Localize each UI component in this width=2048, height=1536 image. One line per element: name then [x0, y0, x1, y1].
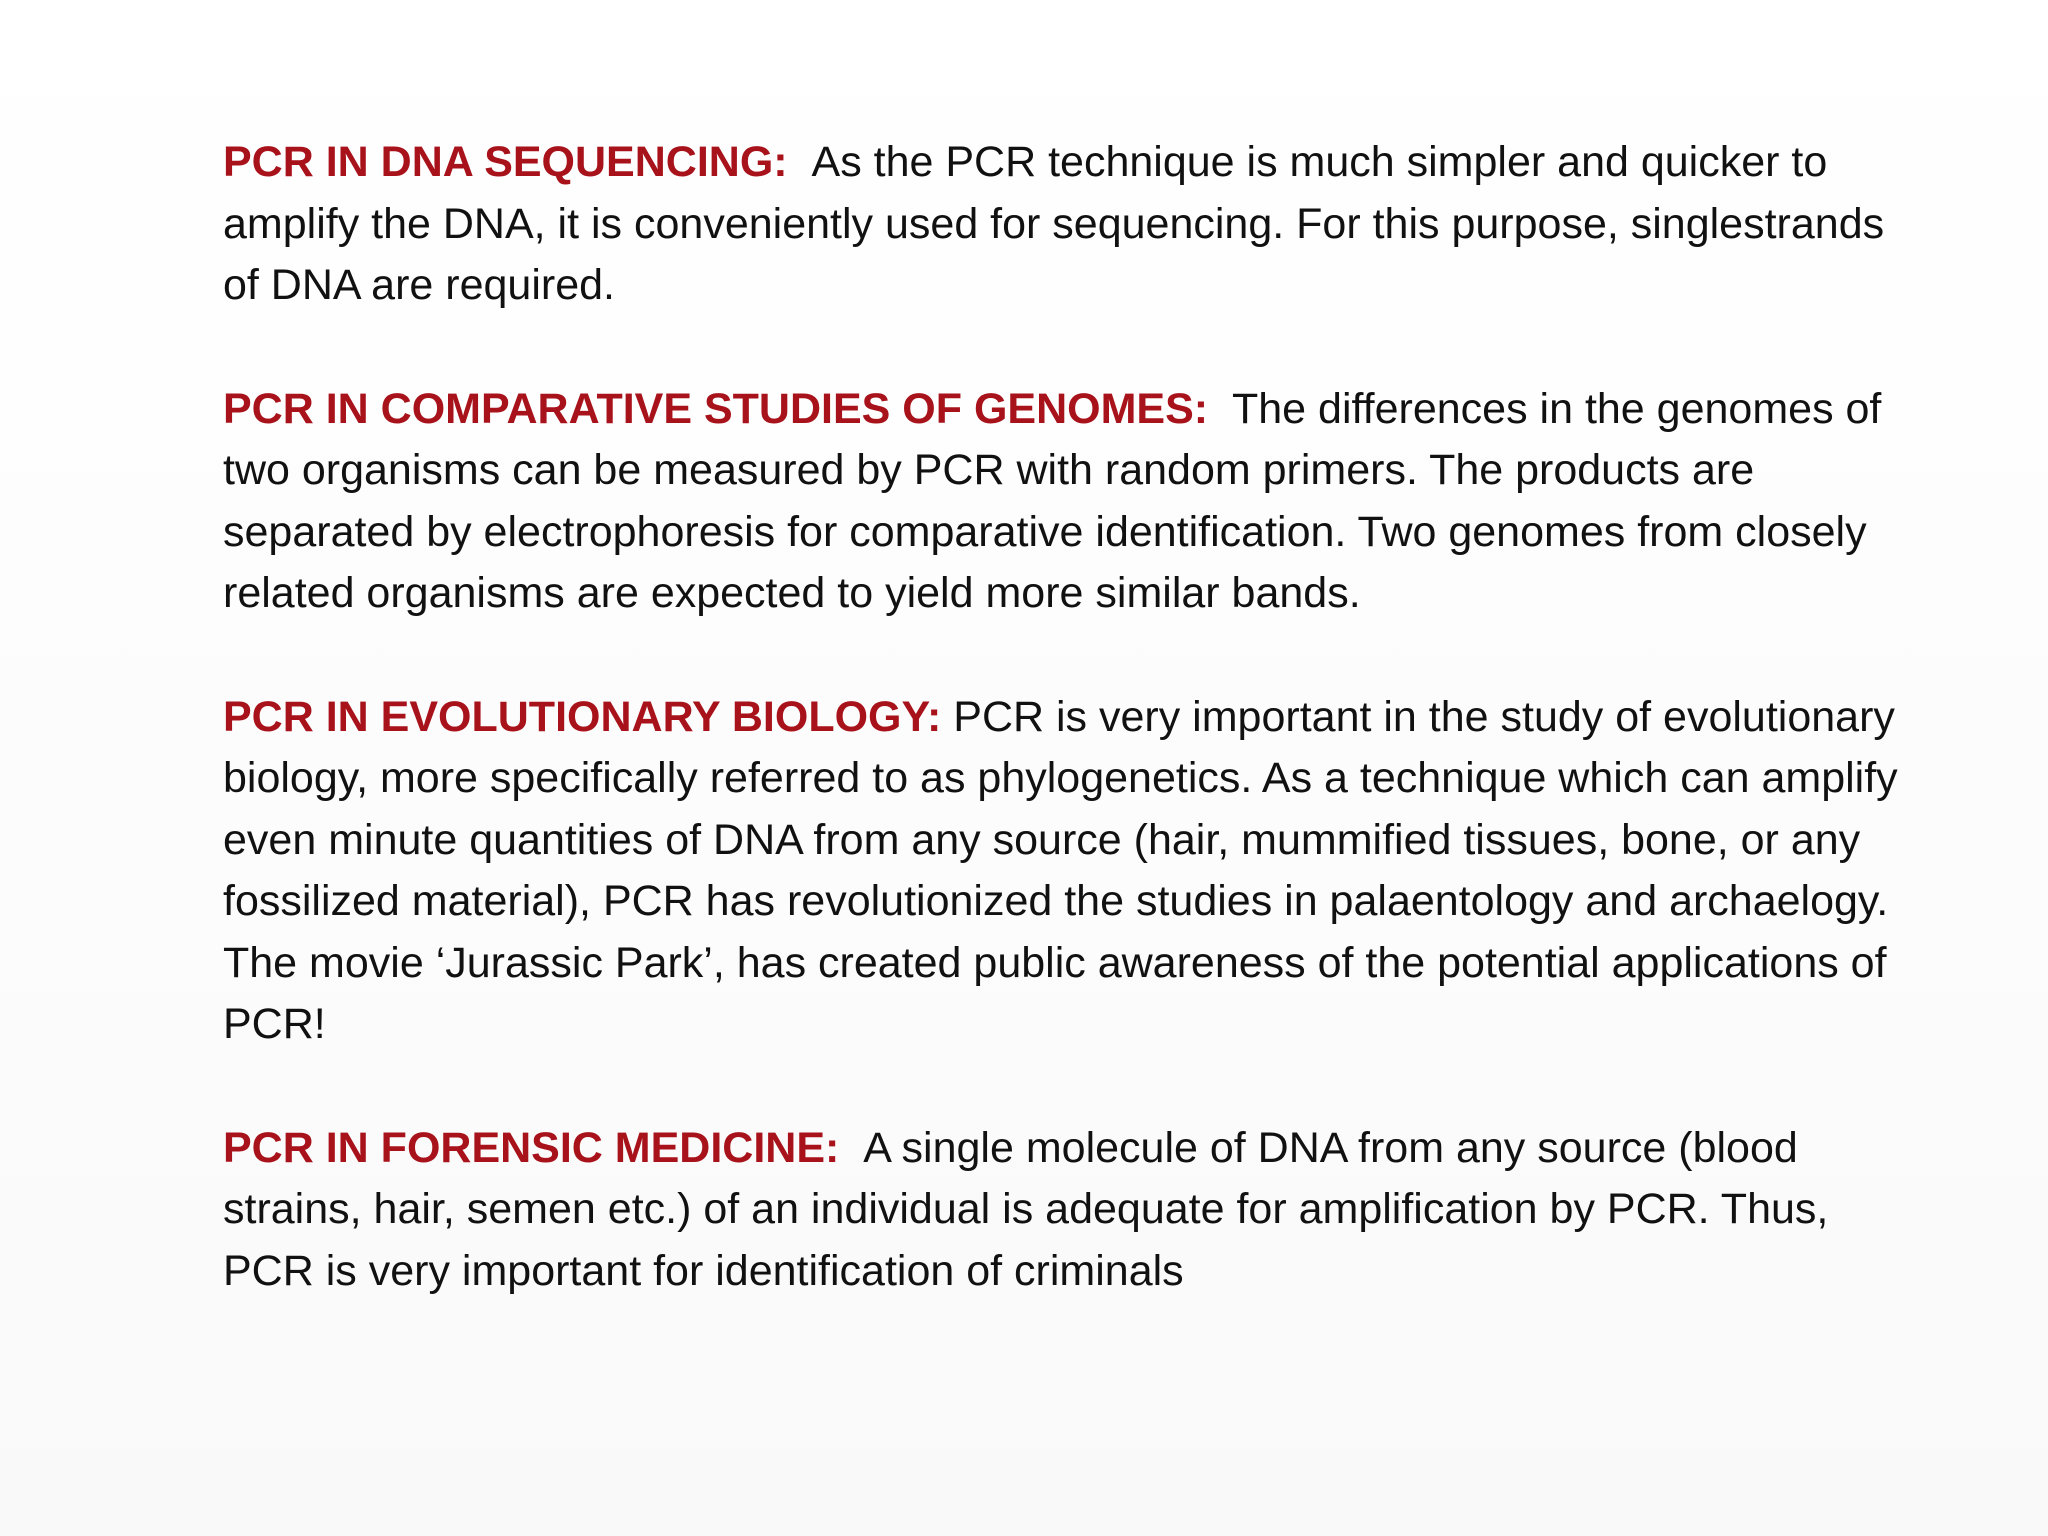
section-heading: PCR IN COMPARATIVE STUDIES OF GENOMES:: [223, 384, 1209, 433]
section-dna-sequencing: [223, 132, 1923, 317]
section-text: PCR is very important in the study of evolutionary biology, more specifically referred to as phylogenetics. As a technique which can amplify even minute quantities of DNA from any source (hair, mummified tissues, bone, or any fossilized material), PCR has revolutionized the studies in palaentology and archaelogy. The movie ‘Jurassic Park’, has created public awareness of the potential applications of PCR!: [223, 692, 1898, 1048]
section-text: A single molecule of DNA from any source (blood strains, hair, semen etc.) of an individual is adequate for amplification by PCR. Thus, PCR is very important for identification of criminals: [223, 1123, 1829, 1295]
section-heading: PCR IN FORENSIC MEDICINE:: [223, 1123, 840, 1172]
section-heading: PCR IN EVOLUTIONARY BIOLOGY:: [223, 692, 942, 741]
section-text: The differences in the genomes of two organisms can be measured by PCR with random primers. The products are separated by electrophoresis for comparative identification. Two genomes from closely related organisms are expected to yield more similar bands.: [223, 384, 1882, 617]
section-text: As the PCR technique is much simpler and quicker to amplify the DNA, it is conveniently used for sequencing. For this purpose, singlestrands of DNA are required.: [223, 138, 1885, 309]
section-comparative-genomes: [223, 379, 1923, 625]
slide-body: [223, 132, 1923, 1364]
section-forensic-medicine: [223, 1118, 1923, 1303]
section-evolutionary-biology: [223, 687, 1923, 1056]
section-heading: PCR IN DNA SEQUENCING:: [223, 138, 788, 186]
